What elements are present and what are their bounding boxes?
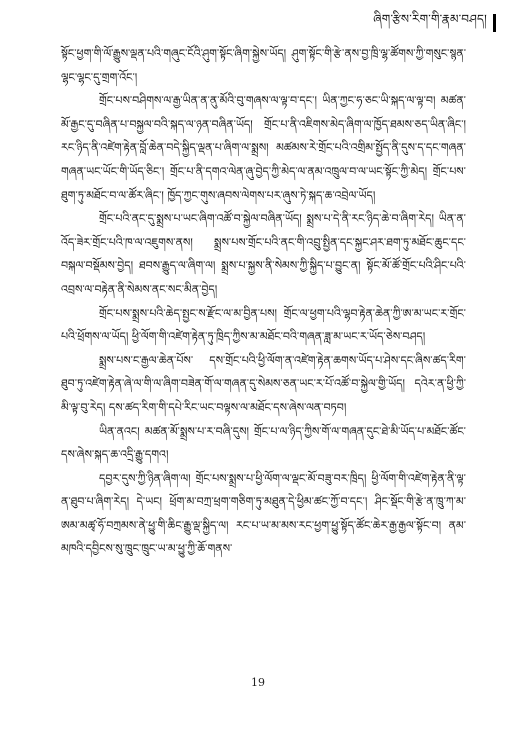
- paragraph: སྨྲས་པས་ང་རྒྱལ་ཆེན་པོས་ དས་གྲོང་པའི་ཕྱི་ལོག་ན་འཛེག་རྟེན་ཆགས་ཡོད་པ་ཤེས་དང་ཞིས་ཚད་རིག་ཐུབ་ཏུ་འཛེག་རྟེན་ཞེ་ལ་གི་ལ་ཞིག་བཟེན་གོ་ལ་གཞན་དུ་སེམས་ཅན་ཡང་ར་པོ་འཚོ་བ་སྐྱེལ་གྱི་ཡོད། དའེར་ན་ཕྱི་ཀྱི་མི་ལྟ་བུ་རེད། དས་ཚད་རིག་གི་དཔེ་རིང་ཡང་བལྟས་ལ་མཐོང་དས་ཞེས་ལན་བཏབ།: [61, 353, 466, 414]
- header-rule: [493, 14, 496, 32]
- running-header: [373, 12, 496, 34]
- paragraph: གྲོང་པའི་ནང་དུ་སྨྲས་པ་ཡང་ཞིག་འཚོ་བ་སྐྱེལ་བཞིན་ཡོད། སྨྲས་པ་དེ་ནི་རང་ཉིད་ཆེ་བ་ཞིག་རེད། ཡིན་ན་འོད་ཟེར་གྲོང་པའི་ཁ་ལ་འཇུགས་ནས། སྨྲས་པས་གྲོང་པའི་ནང་གི་འབྲུ་སྤྱིན་དང་སྐྱང་ཤར་ཐག་ཏུ་མཐོང་ཆུང་དང་བསྐལ་བསྡོམས་བྱེད། ཐབས་རྒྱུད་ལ་ཞིག་ལ། སྨྲས་པ་སྐྱས་ནི་སེམས་ཀྱི་སྐྱིད་པ་བྱུང་ན། སྟོང་མོ་ཚོ་གྲོང་པའི་ཤིང་པའི་འབྲས་ལ་བརྟེན་ནི་སེམས་ནང་སང་མིན་བྱེད།: [61, 212, 466, 296]
- page-number: 19: [251, 676, 265, 689]
- paragraph: ཡིན་ནའང། མཚན་མོ་སྨྲས་པ་ར་བཞི་དུས། གྲོང་པ་ལ་ཉིད་ཀྱིས་གོ་ལ་གཞན་དུང་ཐེ་མི་ཡོད་པ་མཐོང་ཚོང་དས་ཞེས་སྐད་ཆ་འདྲི་རྒྱུ་དགའ།: [61, 424, 466, 462]
- paragraph: གྲོང་པས་བཤིགས་ལ་རྒྱ་ཡིན་ན་ནུ་མོའི་བུ་གཞས་ལ་ལྟ་བ་དང་། ཡིན་ཀྱང་ཧ་ཅང་ཡི་སྐད་ལ་ལྟ་བ། མཚན་མོ་རྒྱང་དུ་བཞིན་པ་བསྐྱལ་བའི་སྐད་ལ་ཉན་བཞིན་ཡོད། གྲོང་པ་ནི་འཇིགས་མེད་ཞིག་ལ་ཁྱོད་ཐམས་ཅད་ཡིན་ཞིང་། རང་ཉིད་ནི་འཛེག་རྟེན་བློ་ཆེན་བདེ་སྐྱིད་ལྡན་པ་ཞིག་ལ་སྨྲས། མཚམས་རེ་གྲོང་པའི་འགྲིམ་སྤྱོད་ནི་དུས་ད་དང་གཞན་གཞན་ཡང་ཡོང་གི་ཡོད་ཅིང་། གྲོང་པ་ནི་དགའ་ལེན་ཞུ་བྱེད་ཀྱི་མེད་ལ་ནམ་འཁྲུལ་བ་ལ་ཡང་སྟོང་ཀྱི་མེད། གྲོང་པས་ཐུག་ཏུ་མཐོང་བ་ལ་ཚོར་ཞིང་། ཁྱོད་ཀྱང་གུས་ཞབས་ལེགས་པར་ཞུས་ཏེ་སྐད་ཆ་འབྲེལ་ཡོད།: [61, 94, 466, 202]
- paragraph: གྲོང་པས་སྨྲས་པའི་ཆེད་སྤྱང་ས་རྫོང་ལ་མ་བྱིན་པས། གྲོང་ལ་ཕྱག་པའི་ལྷབ་རྟེན་ཆེན་ཀྱི་ཨ་མ་ཡང་ར་གྲོང་པའི་ཕྲོགས་ལ་ཡོད། ཕྱི་ལོག་གི་འཛེག་རྟེན་ཏུ་ཁྲིད་ཀྱིས་མ་མཐོང་བའི་གཞན་ཟླ་མ་ཡང་ར་ཡོད་ཅེས་བཤད།: [61, 306, 466, 344]
- paragraph: སྟོང་ཕྱག་གི་ལོ་རྒྱུས་ལྡན་པའི་གཞུང་ངོའི་ཤུག་སྟོང་ཞིག་སྐྱེས་ཡོད། ཤུག་སྟོང་གི་རྩེ་ནས་བྱ་ཁྲི་ལྷ་ཚོགས་ཀྱི་གསུང་སྙན་ལྷང་ལྷང་དུ་གྲག་འོང་།: [61, 47, 466, 84]
- running-title: ཞིག་རྩིས་རིག་གི་རྣམ་བཤད།: [373, 12, 487, 26]
- paragraph: དབྱར་དུས་ཀྱི་ཉིན་ཞིག་ལ། གྲོང་པས་སྨྲས་པ་ཕྱི་ལོག་ལ་ལྡང་མོ་བཟུ་བར་ཁྲིད། ཕྱི་ལོག་གི་འཛེག་རྟེན་ནི་ལྟ་ན་ཐུབ་པ་ཞིག་རེད། དེ་ཡང། ཕྲོག་མ་བཀྲ་ཕྲག་གཅིག་ཏུ་མཐུན་དེ་ཕྱིམ་ཚང་ཀྱོ་བ་དང་། ཤིང་སྡོང་གི་རྩེ་ན་ཁྲུ་ཀ་མ་ཨམ་མཚྭ་ཧོ་བཀྲམས་ནེ་ཕྱུ་གི་ཆིང་རྒྱུ་ལྡ་སྐྱིད་ལ། རང་པ་ཡ་མ་མས་རང་ཕྱག་ཕྱུ་སྟོད་ཚོང་ཆེར་རྒྱ་རྒྱལ་སྟོང་བ། ནམ་མཁའི་དབྱིངས་སུ་ཁྲུང་ཁྲུང་ཡ་མ་ཕྱུ་ཀྱི་ཆོ་གནས་: [61, 471, 466, 556]
- body-text: [61, 42, 466, 561]
